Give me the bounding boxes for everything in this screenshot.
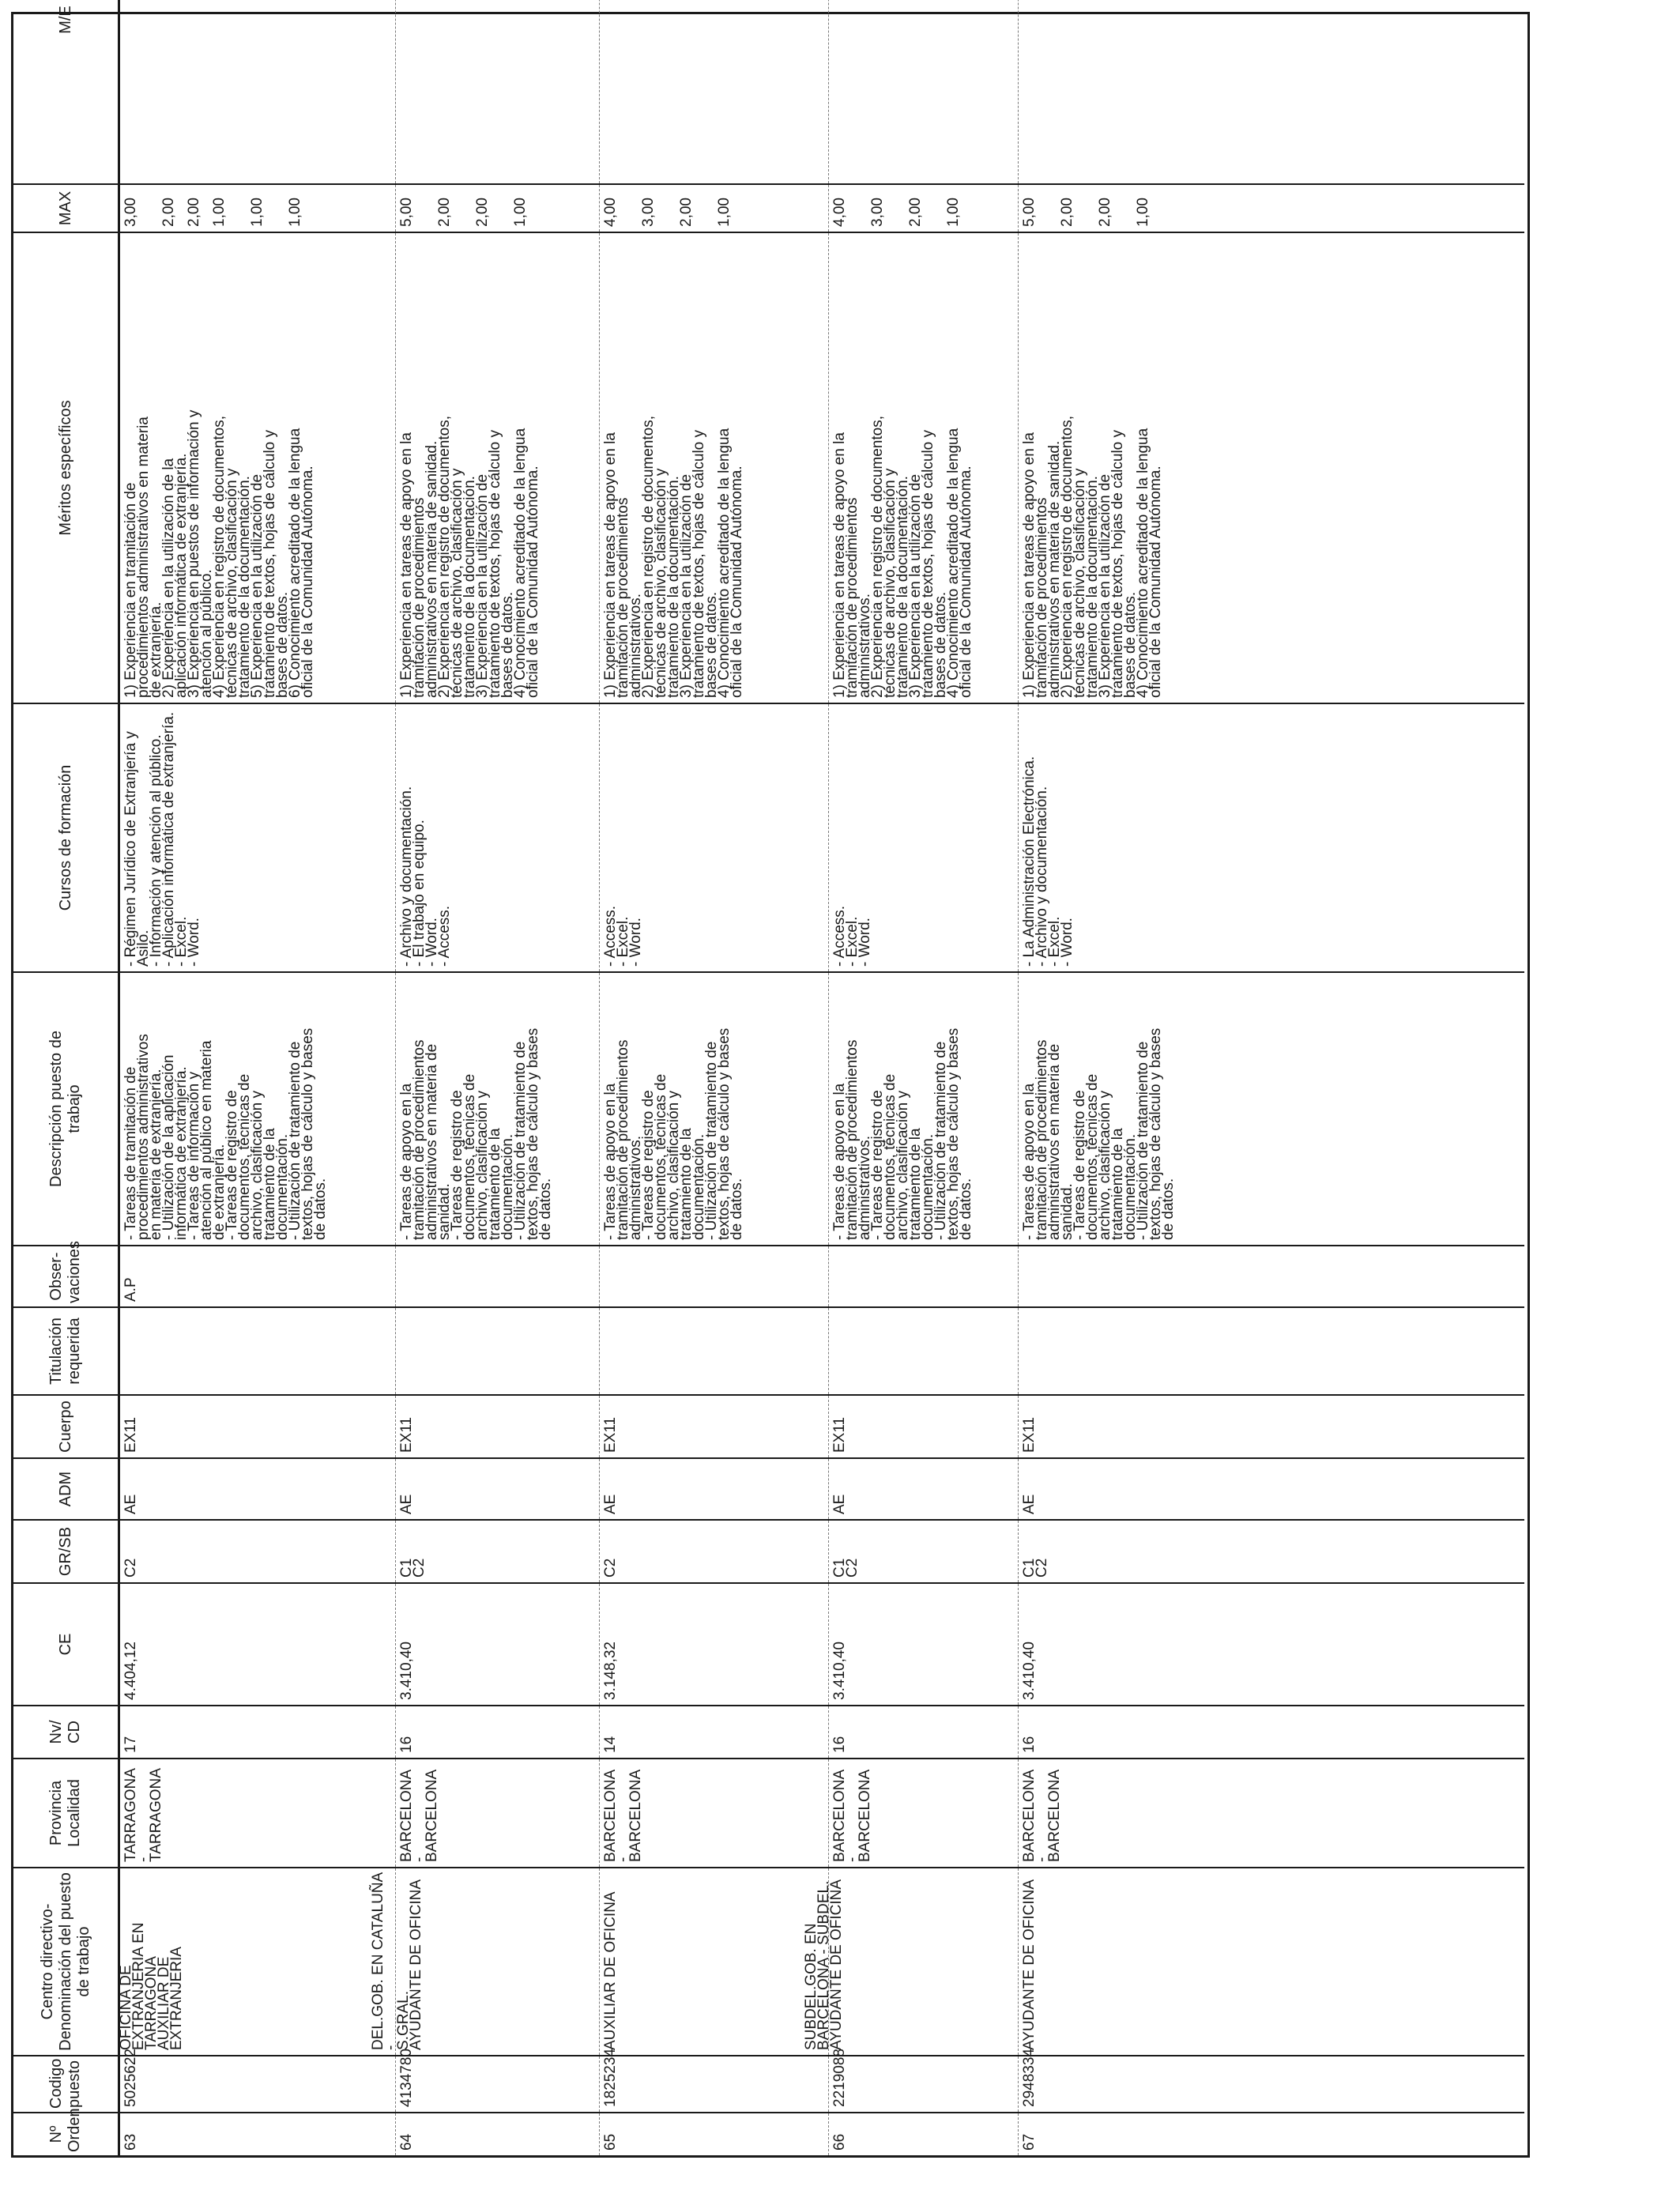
cell-orden: 67	[1019, 2113, 1524, 2155]
header-descripcion: Descripción puesto de trabajo	[13, 972, 119, 1246]
cell-cuerpo: EX11	[600, 1395, 829, 1458]
cell-orden: 64	[396, 2113, 600, 2155]
cell-grupo: C1 C2	[1019, 1520, 1524, 1583]
cell-provincia: BARCELONA - BARCELONA	[600, 1759, 829, 1868]
cell-ce: 3.410,40	[396, 1583, 600, 1706]
cell-grupo: C1 C2	[396, 1520, 600, 1583]
vacancy-table	[13, 0, 1524, 2155]
centro-directivo: DEL.GOB. EN CATALUÑA - S.GRAL.	[370, 1872, 412, 2050]
cell-meritos: 1) Experiencia en tareas de apoyo en la tramitación de procedimientos administrativos en materia de sanidad. 2) Experiencia en registro de documentos, técnicas de archivo, clasificación y tratamiento de la documentación. 3) Experiencia en la utilización de tratamiento de textos, hojas de cálculo y bases de datos. 4) Conocimiento acreditado de la lengua oficial de la Comunidad Autónoma.	[396, 232, 600, 703]
cell-nivel: 16	[1019, 1706, 1524, 1759]
header-row	[13, 0, 119, 2155]
cell-codigo: 1825234	[600, 2056, 829, 2113]
cell-me	[119, 0, 396, 184]
cell-descripcion: - Tareas de apoyo en la tramitación de procedimientos administrativos en materia de sanidad. - Tareas de registro de documentos, técnicas de archivo, clasificación y tratamiento de la documentación. - Utilización de tratamiento de textos, hojas de cálculo y bases de datos.	[396, 972, 600, 1246]
cell-me	[600, 0, 829, 184]
cell-cursos: - Access. - Excel. - Word.	[600, 703, 829, 972]
cell-provincia: BARCELONA - BARCELONA	[396, 1759, 600, 1868]
cell-meritos: 1) Experiencia en tramitación de procedimientos administrativos en materia de extranjería. 2) Experiencia en la utilización de la aplicación informática de extranjería. 3) Experiencia en puestos de información y atención al público. 4) Experiencia en registro de documentos, técnicas de archivo, clasificación y tratamiento de la documentación. 5) Experiencia en la utilización de tratamiento de textos, hojas de cálculo y bases de datos. 6) Conocimiento acreditado de la lengua oficial de la Comunidad Autónoma.	[119, 232, 396, 703]
cell-codigo: 2948334	[1019, 2056, 1524, 2113]
denominacion-puesto: AYUDANTE DE OFICINA	[828, 1879, 845, 2050]
cell-provincia: BARCELONA - BARCELONA	[829, 1759, 1019, 1868]
cell-cuerpo: EX11	[829, 1395, 1019, 1458]
denominacion-puesto: AUXILIAR DE OFICINA	[602, 1891, 619, 2050]
table-row	[119, 0, 396, 2155]
header-codigo: Codigo puesto	[13, 2056, 119, 2113]
cell-cursos: - Access. - Excel. - Word.	[829, 703, 1019, 972]
cell-nivel: 16	[829, 1706, 1019, 1759]
cell-adm: AE	[119, 1458, 396, 1520]
cell-cursos: - Archivo y documentación. - El trabajo en equipo. - Word. - Access.	[396, 703, 600, 972]
cell-max: 4,00 3,00 2,00 1,00	[600, 184, 829, 232]
cell-max: 4,00 3,00 2,00 1,00	[829, 184, 1019, 232]
cell-grupo: C2	[600, 1520, 829, 1583]
header-nivel: Nv/ CD	[13, 1706, 119, 1759]
cell-observaciones	[829, 1246, 1019, 1307]
centro-directivo: SUBDEL.GOB. EN BARCELONA - SUBDEL.	[803, 1880, 832, 2050]
cell-centro	[803, 1868, 1019, 2056]
cell-orden: 63	[119, 2113, 396, 2155]
header-titulacion: Titulación requerida	[13, 1307, 119, 1395]
cell-observaciones: A.P	[119, 1246, 396, 1307]
cell-orden: 66	[829, 2113, 1019, 2155]
cell-cuerpo: EX11	[1019, 1395, 1524, 1458]
cell-ce: 4.404,12	[119, 1583, 396, 1706]
cell-descripcion: - Tareas de apoyo en la tramitación de procedimientos administrativos. - Tareas de registro de documentos, técnicas de archivo, clasificación y tratamiento de la documentación. - Utilización de tratamiento de textos, hojas de cálculo y bases de datos.	[829, 972, 1019, 1246]
cell-adm: AE	[600, 1458, 829, 1520]
header-observaciones: Obser- vaciones	[13, 1246, 119, 1307]
cell-max: 5,00 2,00 2,00 1,00	[396, 184, 600, 232]
cell-provincia: BARCELONA - BARCELONA	[1019, 1759, 1524, 1868]
cell-adm: AE	[829, 1458, 1019, 1520]
cell-orden: 65	[600, 2113, 829, 2155]
cell-me	[396, 0, 600, 184]
header-ce: CE	[13, 1583, 119, 1706]
cell-grupo: C1 C2	[829, 1520, 1019, 1583]
table-row	[396, 0, 600, 2155]
cell-max: 3,00 2,00 2,00 1,00 1,00 1,00	[119, 184, 396, 232]
table-row	[1019, 0, 1524, 2155]
cell-codigo: 2219088	[829, 2056, 1019, 2113]
cell-adm: AE	[396, 1458, 600, 1520]
cell-ce: 3.410,40	[1019, 1583, 1524, 1706]
cell-nivel: 17	[119, 1706, 396, 1759]
cell-grupo: C2	[119, 1520, 396, 1583]
cell-max: 5,00 2,00 2,00 1,00	[1019, 184, 1524, 232]
cell-nivel: 16	[396, 1706, 600, 1759]
denominacion-puesto: AYUDANTE DE OFICINA	[408, 1879, 424, 2050]
cell-descripcion: - Tareas de apoyo en la tramitación de procedimientos administrativos. - Tareas de registro de documentos, técnicas de archivo, clasificación y tratamiento de la documentación. - Utilización de tratamiento de textos, hojas de cálculo y bases de datos.	[600, 972, 829, 1246]
cell-ce: 3.148,32	[600, 1583, 829, 1706]
cell-me	[1019, 0, 1524, 184]
header-cursos: Cursos de formación	[13, 703, 119, 972]
denominacion-puesto: AUXILIAR DE EXTRANJERIA	[156, 1947, 185, 2050]
header-grupo: GR/SB	[13, 1520, 119, 1583]
cell-ce: 3.410,40	[829, 1583, 1019, 1706]
header-cuerpo: Cuerpo	[13, 1395, 119, 1458]
cell-adm: AE	[1019, 1458, 1524, 1520]
vacancy-table-frame	[11, 6, 1530, 2158]
cell-nivel: 14	[600, 1706, 829, 1759]
cell-cuerpo: EX11	[396, 1395, 600, 1458]
centro-directivo: OFICINA DE EXTRANJERIA EN TARRAGONA	[118, 1922, 160, 2050]
cell-provincia: TARRAGONA - TARRAGONA	[119, 1759, 396, 1868]
cell-centro	[119, 1868, 396, 2056]
cell-titulacion	[600, 1307, 829, 1395]
cell-codigo: 4134780	[396, 2056, 600, 2113]
table-row	[600, 0, 829, 2155]
header-centro: Centro directivo- Denominación del puesto de trabajo	[13, 1868, 119, 2056]
cell-cuerpo: EX11	[119, 1395, 396, 1458]
cell-titulacion	[119, 1307, 396, 1395]
cell-centro	[600, 1868, 832, 2056]
cell-cursos: - La Administración Electrónica. - Archivo y documentación. - Excel. - Word.	[1019, 703, 1524, 972]
cell-codigo: 5025622	[119, 2056, 396, 2113]
header-adm: ADM	[13, 1458, 119, 1520]
cell-meritos: 1) Experiencia en tareas de apoyo en la tramitación de procedimientos administrativos. 2) Experiencia en registro de documentos, técnicas de archivo, clasificación y tratamiento de la documentación. 3) Experiencia en la utilización de tratamiento de textos, hojas de cálculo y bases de datos. 4) Conocimiento acreditado de la lengua oficial de la Comunidad Autónoma.	[829, 232, 1019, 703]
cell-descripcion: - Tareas de apoyo en la tramitación de procedimientos administrativos en materia de sanidad. - Tareas de registro de documentos, técnicas de archivo, clasificación y tratamiento de la documentación. - Utilización de tratamiento de textos, hojas de cálculo y bases de datos.	[1019, 972, 1524, 1246]
cell-titulacion	[1019, 1307, 1524, 1395]
denominacion-puesto: AYUDANTE DE OFICINA	[1021, 1879, 1038, 2050]
cell-meritos: 1) Experiencia en tareas de apoyo en la tramitación de procedimientos administrativos en materia de sanidad. 2) Experiencia en registro de documentos, técnicas de archivo, clasificación y tratamiento de la documentación. 3) Experiencia en la utilización de tratamiento de textos, hojas de cálculo y bases de datos. 4) Conocimiento acreditado de la lengua oficial de la Comunidad Autónoma.	[1019, 232, 1524, 703]
cell-titulacion	[396, 1307, 600, 1395]
cell-titulacion	[829, 1307, 1019, 1395]
cell-centro	[1019, 1868, 1524, 2056]
cell-cursos: - Régimen Jurídico de Extranjería y Asilo. - Información y atención al público. - Aplicación informática de extranjería. - Excel. - Word.	[119, 703, 396, 972]
header-me: M/E	[13, 0, 119, 184]
cell-descripcion: - Tareas de tramitación de procedimientos administrativos en materia de extranjería. - Utilización de la aplicación informática de extranjería. - Tareas de información y atención al público en materia de extranjería. - Tareas de registro de documentos, técnicas de archivo, clasificación y tratamiento de la documentación. - Utilización de tratamiento de textos, hojas de cálculo y bases de datos.	[119, 972, 396, 1246]
table-row	[829, 0, 1019, 2155]
header-meritos: Méritos específicos	[13, 232, 119, 703]
cell-observaciones	[600, 1246, 829, 1307]
cell-observaciones	[1019, 1246, 1524, 1307]
cell-observaciones	[396, 1246, 600, 1307]
cell-centro	[370, 1868, 600, 2056]
cell-me	[829, 0, 1019, 184]
header-orden: Nº Orden	[13, 2113, 119, 2155]
cell-meritos: 1) Experiencia en tareas de apoyo en la tramitación de procedimientos administrativos. 2) Experiencia en registro de documentos, técnicas de archivo, clasificación y tratamiento de la documentación. 3) Experiencia en la utilización de tratamiento de textos, hojas de cálculo y bases de datos. 4) Conocimiento acreditado de la lengua oficial de la Comunidad Autónoma.	[600, 232, 829, 703]
header-max: MAX	[13, 184, 119, 232]
header-provincia: Provincia Localidad	[13, 1759, 119, 1868]
